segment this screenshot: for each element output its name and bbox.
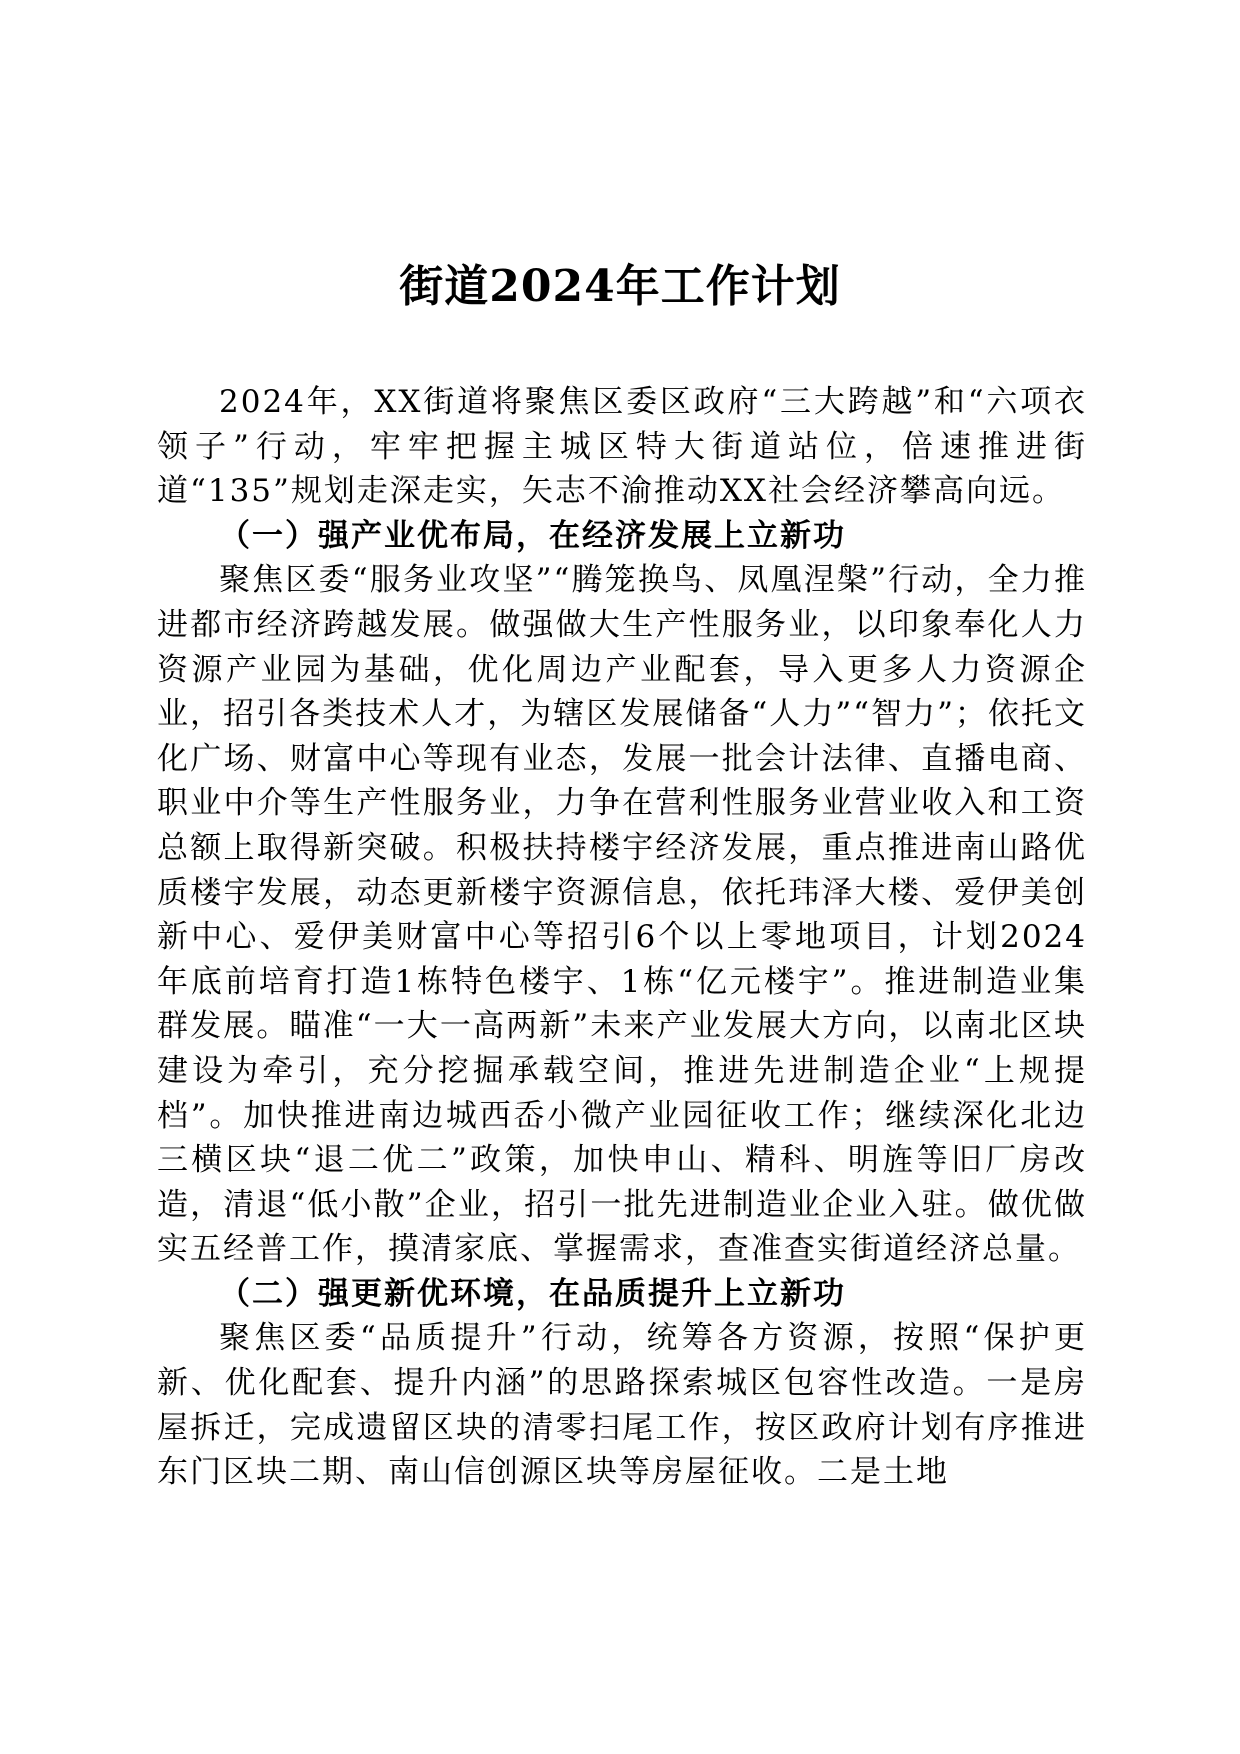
- section-1-heading: （一）强产业优布局，在经济发展上立新功: [219, 517, 846, 554]
- section-1-body: 聚焦区委“服务业攻坚”“腾笼换鸟、凤凰涅槃”行动，全力推进都市经济跨越发展。做强做大生产性服务业，以印象奉化人力资源产业园为基础，优化周边产业配套，导入更多人力资源企业，招引各类技术人才，为辖区发展储备“人力”“智力”；依托文化广场、财富中心等现有业态，发展一批会计法律、直播电商、职业中介等生产性服务业，力争在营利性服务业营业收入和工资总额上取得新突破。积极扶持楼宇经济发展，重点推进南山路优质楼宇发展，动态更新楼宇资源信息，依托玮泽大楼、爱伊美创新中心、爱伊美财富中心等招引6个以上零地项目，计划2024年底前培育打造1栋特色楼宇、1栋“亿元楼宇”。推进制造业集群发展。瞄准“一大一高两新”未来产业发展大方向，以南北区块建设为牵引，充分挖掘承载空间，推进先进制造企业“上规提档”。加快推进南边城西岙小微产业园征收工作；继续深化北边三横区块“退二优二”政策，加快申山、精科、明旌等旧厂房改造，清退“低小散”企业，招引一批先进制造业企业入驻。做优做实五经普工作，摸清家底、掌握需求，查准查实街道经济总量。: [157, 562, 1087, 1268]
- section-2-heading: （二）强更新优环境，在品质提升上立新功: [219, 1275, 846, 1312]
- document-title: 街道2024年工作计划: [399, 261, 841, 313]
- section-2-body: 聚焦区委“品质提升”行动，统筹各方资源，按照“保护更新、优化配套、提升内涵”的思路探索城区包容性改造。一是房屋拆迁，完成遗留区块的清零扫尾工作，按区政府计划有序推进东门区块二期、南山信创源区块等房屋征收。二是土地: [157, 1320, 1087, 1491]
- document-body: [157, 380, 1087, 1495]
- intro-paragraph: 2024年，XX街道将聚焦区委区政府“三大跨越”和“六项衣领子”行动，牢牢把握主城区特大街道站位，倍速推进街道“135”规划走深走实，矢志不渝推动XX社会经济攀高向远。: [157, 384, 1087, 510]
